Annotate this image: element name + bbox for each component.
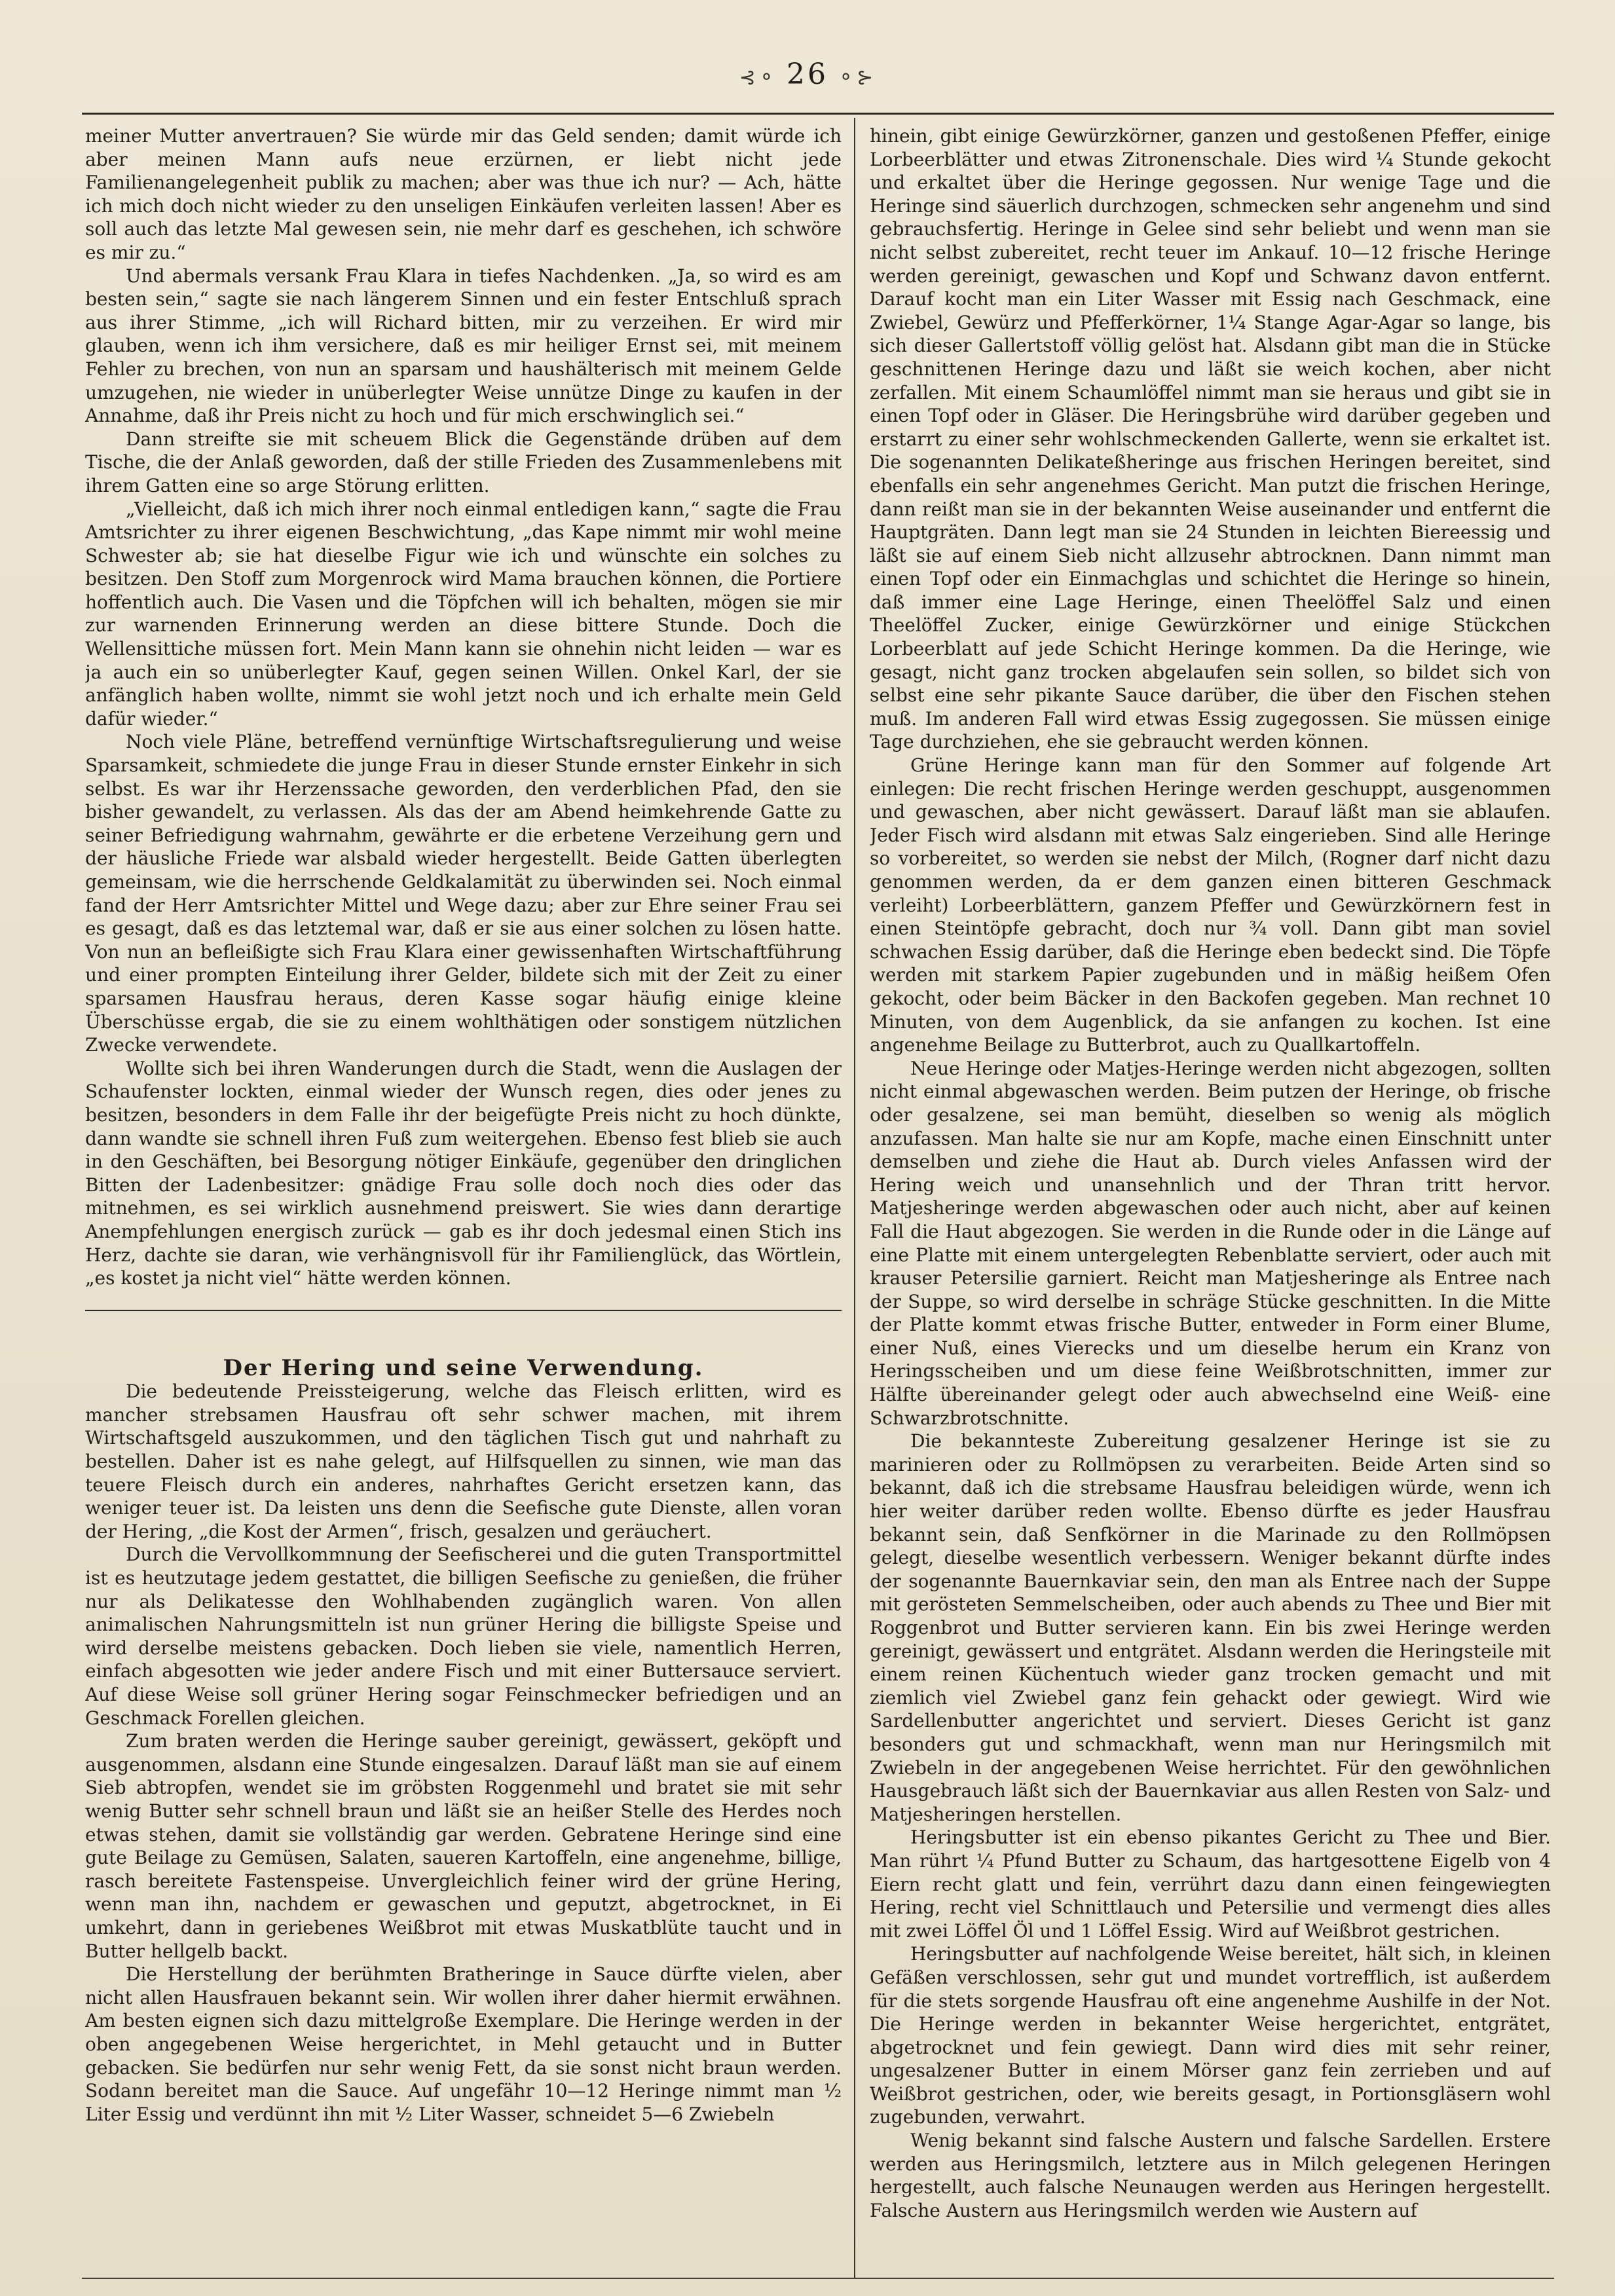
paragraph: Heringsbutter auf nachfolgende Weise bereitet, hält sich, in kleinen Gefäßen verschlossen, sehr gut und mundet vortrefflich, ist außerdem für die stets sorgende Hausfrau oft eine angenehme Aushilfe in der Not. Die Heringe werden in bekannter Weise hergerichtet, entgrätet, abgetrocknet und fein gewiegt. Dann wird dies mit sehr reiner, ungesalzener Butter in einem Mörser ganz fein zerrieben und auf Weißbrot gestrichen, oder, wie bereits gesagt, in Portionsgläsern wohl zugebunden, verwahrt. [870,1943,1551,2128]
ornament-right: ⚬⊱ [838,66,876,89]
paragraph: Die bekannteste Zubereitung gesalzener Heringe ist sie zu marinieren oder zu Rollmöpsen zu verarbeiten. Beide Arten sind so bekannt, daß ich die strebsame Hausfrau beleidigen würde, wenn ich hier weiter darüber reden wollte. Ebenso dürfte es jeder Hausfrau bekannt sein, daß Senfkörner in die Marinade zu den Rollmöpsen gelegt, dieselbe wesentlich verbessern. Weniger bekannt dürfte indes der sogenannte Bauernkaviar sein, den man als Entree nach der Suppe mit gerösteten Semmelscheiben, oder auch abends zu Thee und Bier mit Roggenbrot und Butter servieren kann. Ein bis zwei Heringe werden gereinigt, gewässert und entgrätet. Alsdann werden die Heringsteile mit einem reinen Küchentuch wieder ganz trocken gemacht und mit ziemlich viel Zwiebel ganz fein gehackt oder gewiegt. Wird wie Sardellenbutter angerichtet und serviert. Dieses Gericht ist ganz besonders gut und schmackhaft, wenn man nur Heringsmilch mit Zwiebeln in der angegebenen Weise herrichtet. Für den gewöhnlichen Hausgebrauch läßt sich der Bauernkaviar aus allen Resten von Salz- und Matjesheringen herstellen. [870,1430,1551,1825]
paragraph: Neue Heringe oder Matjes-Heringe werden nicht abgezogen, sollten nicht einmal abgewaschen werden. Beim putzen der Heringe, ob frische oder gesalzene, sei man bemüht, dieselben so wenig als möglich anzufassen. Man halte sie nur am Kopfe, mache einen Einschnitt unter demselben und ziehe die Haut ab. Durch vieles Anfassen wird der Hering weich und unansehnlich und der Thran tritt hervor. Matjesheringe werden abgewaschen oder auch nicht, aber auf keinen Fall die Haut abgezogen. Sie werden in die Runde oder in die Länge auf eine Platte mit einem untergelegten Rebenblatte serviert, oder auch mit krauser Petersilie garniert. Reicht man Matjesheringe als Entree nach der Suppe, so wird derselbe in schräge Stücke geschnitten. In die Mitte der Platte kommt etwas frische Butter, entweder in Form einer Blume, einer Nuß, eines Vierecks und um dieselbe herum ein Kranz von Heringsscheiben und um diese feine Weißbrotschnitten, immer zur Hälfte übereinander gelegt oder auch abwechselnd eine Weiß- eine Schwarzbrotschnitte. [870,1057,1551,1429]
page-number [0,58,1615,91]
paragraph: Grüne Heringe kann man für den Sommer auf folgende Art einlegen: Die recht frischen Heringe werden geschuppt, ausgenommen und gewaschen, aber nicht gewässert. Darauf läßt man sie ablaufen. Jeder Fisch wird alsdann mit etwas Salz eingerieben. Sind alle Heringe so vorbereitet, so werden sie nebst der Milch, (Rogner darf nicht dazu genommen werden, da er dem ganzen einen bitteren Geschmack verleiht) Lorbeerblättern, ganzem Pfeffer und Gewürzkörnern fest in einen Steintöpfe gebracht, doch nur ¾ voll. Dann gibt man soviel schwachen Essig darüber, daß die Heringe eben bedeckt sind. Die Töpfe werden mit starkem Papier zugebunden und in mäßig heißem Ofen gekocht, oder beim Bäcker in den Backofen gegeben. Man rechnet 10 Minuten, von dem Augenblick, da sie anfangen zu kochen. Ist eine angenehme Beilage zu Butterbrot, auch zu Quallkartoffeln. [870,754,1551,1056]
column-divider [854,118,855,2279]
ornament-left: ⊰⚬ [739,66,777,89]
page-number-value: 26 [787,58,828,91]
paragraph: „Vielleicht, daß ich mich ihrer noch einmal entledigen kann,“ sagte die Frau Amtsrichter zu ihrer eigenen Beschwichtung, „das Kape nimmt mir wohl meine Schwester ab; sie hat dieselbe Figur wie ich und wünschte ein solches zu besitzen. Den Stoff zum Morgenrock wird Mama brauchen können, die Portiere hoffentlich auch. Die Vasen und die Töpfchen will ich behalten, mögen sie mir zur warnenden Erinnerung werden an diese bittere Stunde. Doch die Wellensittiche müssen fort. Mein Mann kann sie ohnehin nicht leiden — war es ja auch ein so unüberlegter Kauf, gegen seinen Willen. Onkel Karl, der sie anfänglich haben wollte, nimmt sie wohl jetzt noch und ich erhalte mein Geld dafür wieder.“ [85,498,842,730]
paragraph: hinein, gibt einige Gewürzkörner, ganzen und gestoßenen Pfeffer, einige Lorbeerblätter und etwas Zitronenschale. Dies wird ¼ Stunde gekocht und erkaltet über die Heringe gegossen. Nur wenige Tage und die Heringe sind säuerlich durchzogen, schmecken sehr angenehm und sind gebrauchsfertig. Heringe in Gelee sind sehr beliebt und wenn man sie nicht selbst zubereitet, recht teuer im Ankauf. 10—12 frische Heringe werden gereinigt, gewaschen und Kopf und Schwanz davon entfernt. Darauf kocht man ein Liter Wasser mit Essig nach Geschmack, eine Zwiebel, Gewürz und Pfefferkörner, 1¼ Stange Agar-Agar so lange, bis sich dieser Gallertstoff völlig gelöst hat. Alsdann gibt man die in Stücke geschnittenen Heringe dazu und läßt sie weich kochen, aber nicht zerfallen. Mit einem Schaumlöffel nimmt man sie heraus und gibt sie in einen Topf oder in Gläser. Die Heringsbrühe wird darüber gegeben und erstarrt zu einer sehr wohlschmeckenden Gallerte, wenn sie erkaltet ist. Die sogenannten Delikateßheringe aus frischen Heringen bereitet, sind ebenfalls ein sehr angenehmes Gericht. Man putzt die frischen Heringe, dann reißt man sie in der bekannten Weise auseinander und entfernt die Hauptgräten. Dann legt man sie 24 Stunden in leichten Biereessig und läßt sie auf einem Sieb nicht allzusehr abtrocknen. Dann nimmt man einen Topf oder ein Einmachglas und schichtet die Heringe so hinein, daß immer eine Lage Heringe, einen Theelöffel Salz und einen Theelöffel Zucker, einige Gewürzkörner und einige Stückchen Lorbeerblatt auf jede Schicht Heringe kommen. Da die Heringe, wie gesagt, nicht ganz trocken abgelaufen sein sollen, so bildet sich von selbst eine sehr pikante Sauce darüber, die über den Fischen stehen muß. Im anderen Fall wird etwas Essig zugegossen. Sie müssen einige Tage durchziehen, ehe sie gebraucht werden können. [870,125,1551,753]
paragraph: meiner Mutter anvertrauen? Sie würde mir das Geld senden; damit würde ich aber meinen Mann aufs neue erzürnen, er liebt nicht jede Familienangelegenheit publik zu machen; aber was thue ich nur? — Ach, hätte ich mich doch nicht wieder zu den unseligen Einkäufen verleiten lassen! Aber es soll auch das letzte Mal gewesen sein, nie mehr darf es geschehen, ich schwöre es mir zu.“ [85,125,842,263]
paragraph: Zum braten werden die Heringe sauber gereinigt, gewässert, geköpft und ausgenommen, alsdann eine Stunde eingesalzen. Darauf läßt man sie auf einem Sieb abtropfen, wendet sie im gröbsten Roggenmehl und bratet sie mit sehr wenig Butter sehr schnell braun und läßt sie an heißer Stelle des Herdes noch etwas stehen, damit sie vollständig gar werden. Gebratene Heringe sind eine gute Beilage zu Gemüsen, Salaten, saueren Kartoffeln, eine angenehme, billige, rasch bereitete Fastenspeise. Unvergleichlich feiner wird der grüne Hering, wenn man ihn, nachdem er gewaschen und geputzt, abgetrocknet, in Ei umkehrt, dann in geriebenes Weißbrot mit etwas Muskatblüte taucht und in Butter hellgelb backt. [85,1730,842,1962]
section-title: Der Hering und seine Verwendung. [223,1354,704,1381]
paragraph: Heringsbutter ist ein ebenso pikantes Gericht zu Thee und Bier. Man rührt ¼ Pfund Butter zu Schaum, das hartgesottene Eigelb von 4 Eiern recht glatt und fein, verrührt dazu dann einen feingewiegten Hering, recht viel Schnittlauch und Petersilie und vermengt dies alles mit zwei Löffel Öl und 1 Löffel Essig. Wird auf Weißbrot gestrichen. [870,1826,1551,1942]
paragraph: Dann streifte sie mit scheuem Blick die Gegenstände drüben auf dem Tische, die der Anlaß geworden, daß der stille Frieden des Zusammenlebens mit ihrem Gatten eine so arge Störung erlitten. [85,428,842,496]
paragraph: Und abermals versank Frau Klara in tiefes Nachdenken. „Ja, so wird es am besten sein,“ sagte sie nach längerem Sinnen und ein fester Entschluß sprach aus ihrer Stimme, „ich will Richard bitten, mir zu verzeihen. Er wird mir glauben, wenn ich ihm versichere, daß es mir heiliger Ernst sei, mit meinem Fehler zu brechen, von nun an sparsam und haushälterisch mit meinem Gelde umzugehen, nie wieder in unüberlegter Weise unnütze Dinge zu kaufen in der Annahme, daß ihr Preis nicht zu hoch und für mich erschwinglich sei.“ [85,265,842,427]
section-separator [85,1310,842,1311]
paragraph: Die Herstellung der berühmten Bratheringe in Sauce dürfte vielen, aber nicht allen Hausfrauen bekannt sein. Wir wollen ihrer daher hiermit erwähnen. Am besten eignen sich dazu mittelgroße Exemplare. Die Heringe werden in der oben angegebenen Weise hergerichtet, in Mehl getaucht und in Butter gebacken. Sie bedürfen nur sehr wenig Fett, da sie sonst nicht braun werden. Sodann bereitet man die Sauce. Auf ungefähr 10—12 Heringe nimmt man ½ Liter Essig und verdünnt ihn mit ½ Liter Wasser, schneidet 5—6 Zwiebeln [85,1963,842,2125]
paragraph: Wollte sich bei ihren Wanderungen durch die Stadt, wenn die Auslagen der Schaufenster lockten, einmal wieder der Wunsch regen, dies oder jenes zu besitzen, besonders in dem Falle ihr der beigefügte Preis nicht zu hoch dünkte, dann wandte sie schnell ihren Fuß zum weitergehen. Ebenso fest blieb sie auch in den Geschäften, bei Besorgung nötiger Einkäufe, gegenüber den dringlichen Bitten der Ladenbesitzer: gnädige Frau solle doch noch dies oder das mitnehmen, es sei wirklich ausnehmend preiswert. Sie wies dann derartige Anempfehlungen energisch zurück — gab es ihr doch jedesmal einen Stich ins Herz, dachte sie daran, wie verhängnisvoll für ihr Familienglück, das Wörtlein, „es kostet ja nicht viel“ hätte werden können. [85,1057,842,1289]
paragraph: Durch die Vervollkommnung der Seefischerei und die guten Transportmittel ist es heutzutage jedem gestattet, die billigen Seefische zu genießen, die früher nur als Delikatesse den Wohlhabenden zugänglich waren. Von allen animalischen Nahrungsmitteln ist nun grüner Hering die billigste Speise und wird derselbe meistens gebacken. Doch lieben sie viele, namentlich Herren, einfach abgesotten wie jeder andere Fisch und mit einer Buttersauce serviert. Auf diese Weise soll grüner Hering sogar Feinschmecker befriedigen und an Geschmack Forellen gleichen. [85,1544,842,1729]
left-column [85,124,842,2266]
bottom-rule [82,2278,1554,2279]
paragraph: Wenig bekannt sind falsche Austern und falsche Sardellen. Erstere werden aus Heringsmilch, letztere aus in Milch gelegenen Heringen hergestellt, auch falsche Neunaugen werden aus Heringen hergestellt. Falsche Austern aus Heringsmilch werden wie Austern auf [870,2130,1551,2221]
right-column [870,124,1551,2266]
paragraph: Die bedeutende Preissteigerung, welche das Fleisch erlitten, wird es mancher strebsamen Hausfrau oft sehr schwer machen, mit ihrem Wirtschaftsgeld auszukommen, und den täglichen Tisch gut und nahrhaft zu bestellen. Daher ist es nahe gelegt, auf Hilfsquellen zu sinnen, wie man das teuere Fleisch durch ein anderes, nahrhaftes Gericht ersetzen kann, das weniger teuer ist. Da leisten uns denn die Seefische gute Dienste, allen voran der Hering, „die Kost der Armen“, frisch, gesalzen und geräuchert. [85,1380,842,1542]
paragraph: Noch viele Pläne, betreffend vernünftige Wirtschaftsregulierung und weise Sparsamkeit, schmiedete die junge Frau in dieser Stunde ernster Einkehr in sich selbst. Es war ihr Herzenssache geworden, den verderblichen Pfad, den sie bisher gewandelt, zu verlassen. Als das der am Abend heimkehrende Gatte zu seiner Befriedigung wahrnahm, gewährte er die erbetene Verzeihung gern und der häusliche Friede war alsbald wieder hergestellt. Beide Gatten überlegten gemeinsam, wie die herrschende Geldkalamität zu überwinden sei. Noch einmal fand der Herr Amtsrichter Mittel und Wege dazu; aber zur Ehre seiner Frau sei es gesagt, daß es das letztemal war, daß er sie aus einer solchen zu lösen hatte. Von nun an befleißigte sich Frau Klara einer gewissenhaften Wirtschaftführung und einer prompten Einteilung ihrer Gelder, bildete sich mit der Zeit zu einer sparsamen Hausfrau heraus, deren Kasse sogar häufig einige kleine Überschüsse ergab, die sie zu einem wohlthätigen oder sonstigem nützlichen Zwecke verwendete. [85,731,842,1056]
header-rule [82,113,1554,115]
